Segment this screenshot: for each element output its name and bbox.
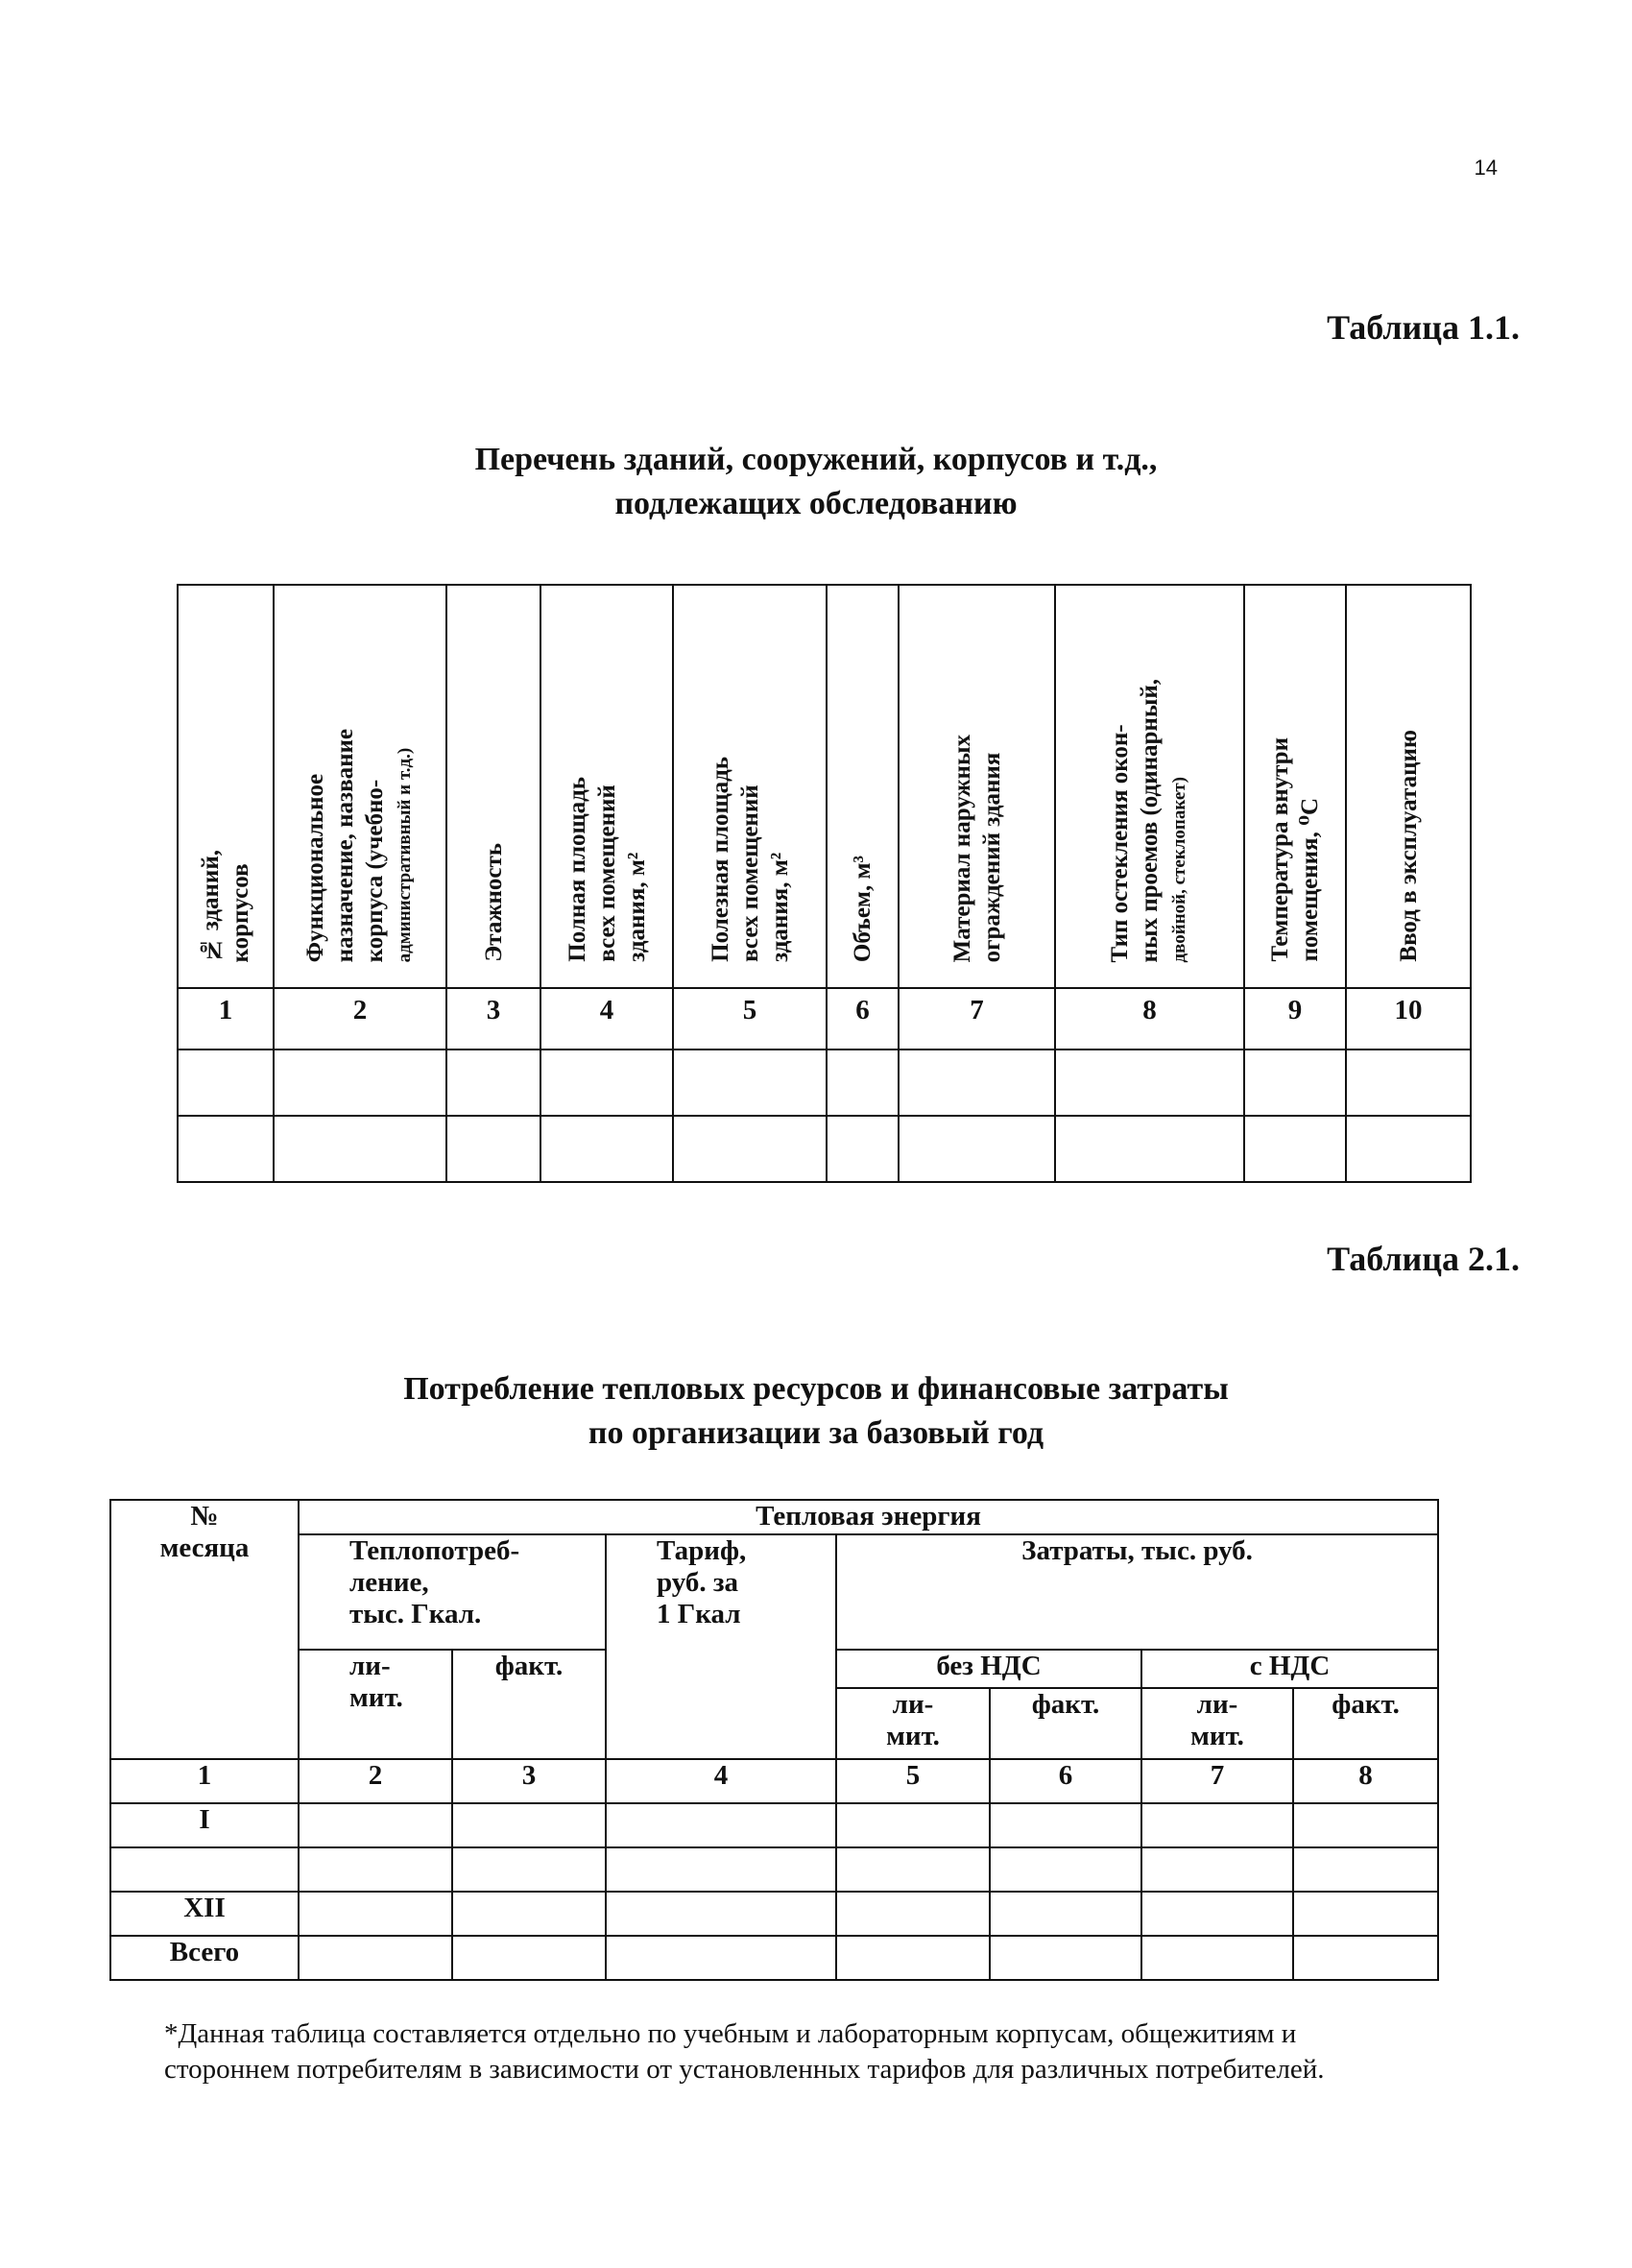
header-volume: Объем, м³: [827, 585, 899, 988]
column-number: 5: [673, 988, 827, 1050]
table-cell: [827, 1116, 899, 1182]
column-number: 6: [990, 1759, 1141, 1803]
table1-caption: Перечень зданий, сооружений, корпусов и т.д., подлежащих обследованию: [474, 442, 1158, 521]
header-floors: Этажность: [446, 585, 540, 988]
table1-header-row: [178, 585, 1471, 988]
header-consumption-limit: ли- мит.: [299, 1650, 452, 1759]
table-cell: [899, 1116, 1055, 1182]
table-cell: [990, 1936, 1141, 1980]
column-number: 7: [899, 988, 1055, 1050]
table-cell: [836, 1803, 990, 1847]
table-cell: [446, 1116, 540, 1182]
table-cell: [1293, 1803, 1438, 1847]
table-cell: [899, 1050, 1055, 1116]
header-total-area: Полная площадь всех помещений здания, м²: [540, 585, 673, 988]
table-cell: [274, 1050, 446, 1116]
table-cell: [1055, 1116, 1244, 1182]
table2-header-row: [110, 1534, 1438, 1650]
table-cell: [299, 1892, 452, 1936]
header-without-vat-fact: факт.: [990, 1688, 1141, 1759]
page-number: 14: [1474, 156, 1498, 180]
table-row: [178, 1050, 1471, 1116]
row-label: XII: [110, 1892, 299, 1936]
table-cell: [606, 1936, 836, 1980]
column-number: 7: [1141, 1759, 1293, 1803]
table-cell: [1055, 1050, 1244, 1116]
table-cell: [606, 1892, 836, 1936]
table1-label: Таблица 1.1.: [1327, 308, 1520, 347]
buildings-table: [177, 584, 1472, 1183]
table2-number-row: [110, 1759, 1438, 1803]
column-number: 10: [1346, 988, 1471, 1050]
table-cell: [990, 1892, 1141, 1936]
table2-caption: Потребление тепловых ресурсов и финансовые затраты по организации за базовый год: [403, 1371, 1229, 1451]
header-function: Функциональное назначение, название корпуса (учебно- административный и т.д.): [274, 585, 446, 988]
table-cell: [836, 1847, 990, 1892]
table-row: [110, 1847, 1438, 1892]
header-with-vat-fact: факт.: [1293, 1688, 1438, 1759]
table2-header-row: [110, 1500, 1438, 1534]
table1-number-row: [178, 988, 1471, 1050]
column-number: 9: [1244, 988, 1346, 1050]
table-cell: [1141, 1803, 1293, 1847]
table-cell: [1244, 1050, 1346, 1116]
column-number: 4: [606, 1759, 836, 1803]
column-number: 1: [110, 1759, 299, 1803]
table-cell: [452, 1936, 606, 1980]
table-cell: [606, 1803, 836, 1847]
table-cell: [990, 1803, 1141, 1847]
header-without-vat: без НДС: [836, 1650, 1141, 1688]
table-cell: [299, 1803, 452, 1847]
column-number: 2: [299, 1759, 452, 1803]
column-number: 2: [274, 988, 446, 1050]
table-row: [110, 1892, 1438, 1936]
row-label: [110, 1847, 299, 1892]
table-cell: [1346, 1116, 1471, 1182]
column-number: 8: [1293, 1759, 1438, 1803]
column-number: 1: [178, 988, 274, 1050]
table-cell: [990, 1847, 1141, 1892]
table-cell: [540, 1050, 673, 1116]
table-cell: [1293, 1936, 1438, 1980]
table-row-total: [110, 1936, 1438, 1980]
header-commissioning: Ввод в эксплуатацию: [1346, 585, 1471, 988]
table-cell: [446, 1050, 540, 1116]
column-number: 8: [1055, 988, 1244, 1050]
table-cell: [274, 1116, 446, 1182]
header-thermal-energy: Тепловая энергия: [299, 1500, 1438, 1534]
header-tariff: Тариф, руб. за 1 Гкал: [606, 1534, 836, 1759]
header-building-number: № зданий, корпусов: [178, 585, 274, 988]
table-cell: [1293, 1847, 1438, 1892]
footnote: *Данная таблица составляется отдельно по учебным и лабораторным корпусам, общежитиям и стороннем потребителям в зависимости от установленных тарифов для различных потребителей.: [164, 2018, 1325, 2085]
header-without-vat-limit: ли- мит.: [836, 1688, 990, 1759]
table-cell: [452, 1803, 606, 1847]
table-cell: [178, 1116, 274, 1182]
header-consumption-fact: факт.: [452, 1650, 606, 1759]
table-cell: [299, 1847, 452, 1892]
table-cell: [836, 1892, 990, 1936]
table-cell: [299, 1936, 452, 1980]
header-temperature: Температура внутри помещения, ⁰С: [1244, 585, 1346, 988]
heat-consumption-table: [109, 1499, 1439, 1981]
table-cell: [178, 1050, 274, 1116]
header-costs: Затраты, тыс. руб.: [836, 1534, 1438, 1650]
table-cell: [1141, 1847, 1293, 1892]
table-cell: [606, 1847, 836, 1892]
table-cell: [1346, 1050, 1471, 1116]
table-cell: [1141, 1936, 1293, 1980]
table-cell: [452, 1847, 606, 1892]
column-number: 5: [836, 1759, 990, 1803]
table-cell: [452, 1892, 606, 1936]
column-number: 3: [452, 1759, 606, 1803]
column-number: 6: [827, 988, 899, 1050]
column-number: 4: [540, 988, 673, 1050]
row-label-total: Всего: [110, 1936, 299, 1980]
header-wall-material: Материал наружных ограждений здания: [899, 585, 1055, 988]
table-cell: [836, 1936, 990, 1980]
row-label: I: [110, 1803, 299, 1847]
header-glazing-type: Тип остекления окон- ных проемов (одинарный, двойной, стеклопакет): [1055, 585, 1244, 988]
table-cell: [1141, 1892, 1293, 1936]
table-cell: [673, 1116, 827, 1182]
header-with-vat: с НДС: [1141, 1650, 1438, 1688]
column-number: 3: [446, 988, 540, 1050]
table-cell: [827, 1050, 899, 1116]
header-consumption: Теплопотреб- ление, тыс. Гкал.: [299, 1534, 606, 1650]
table-row: [178, 1116, 1471, 1182]
table2-label: Таблица 2.1.: [1327, 1240, 1520, 1278]
table-cell: [1293, 1892, 1438, 1936]
header-useful-area: Полезная площадь всех помещений здания, м²: [673, 585, 827, 988]
header-month: № месяца: [110, 1500, 299, 1759]
table-cell: [673, 1050, 827, 1116]
table-cell: [1244, 1116, 1346, 1182]
table-cell: [540, 1116, 673, 1182]
table-row: [110, 1803, 1438, 1847]
header-with-vat-limit: ли- мит.: [1141, 1688, 1293, 1759]
